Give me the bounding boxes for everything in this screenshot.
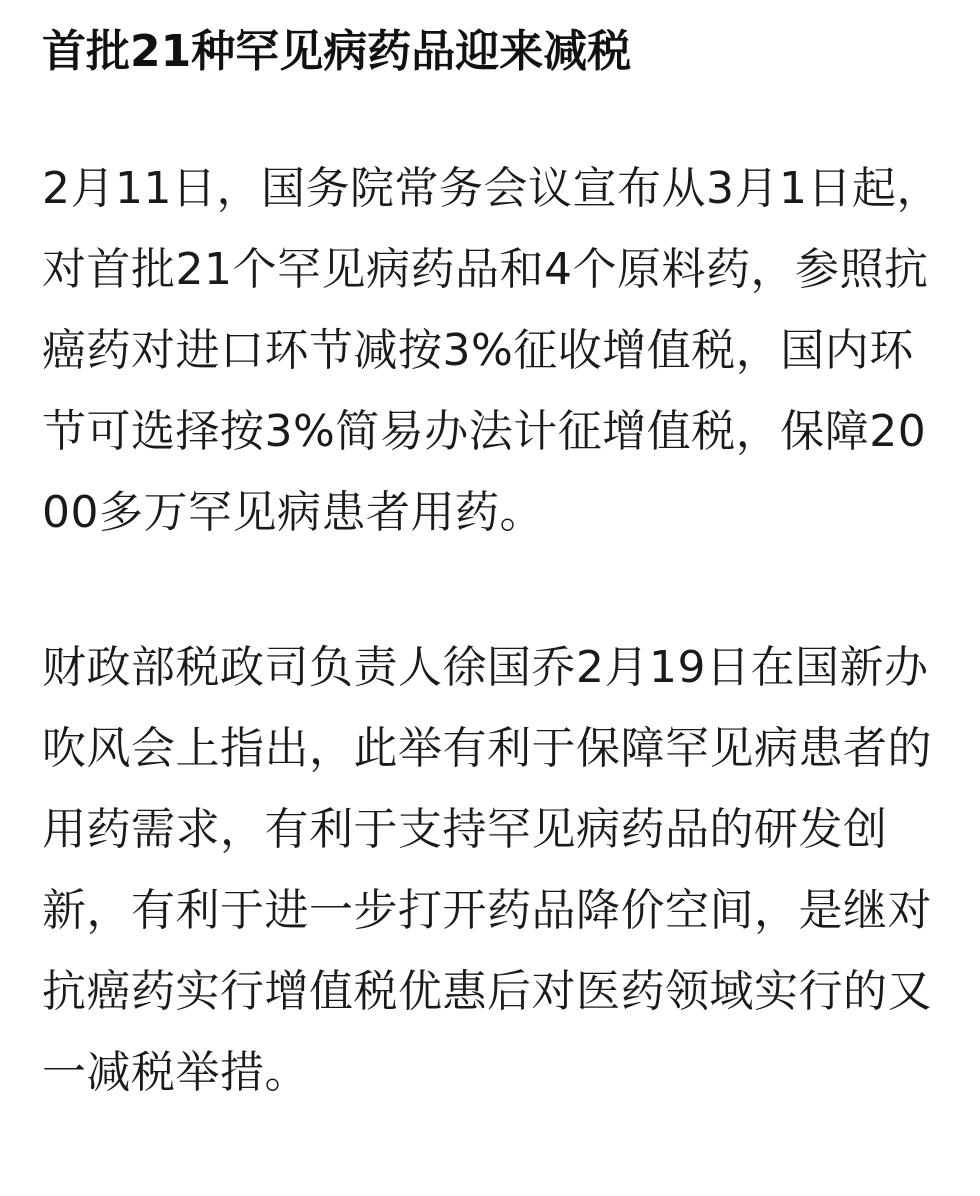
article-paragraph-2: 财政部税政司负责人徐国乔2月19日在国新办吹风会上指出，此举有利于保障罕见病患者的用药需求，有利于支持罕见病药品的研发创新，有利于进一步打开药品降价空间，是继对抗癌药实行增值税优惠后对医药领域实行的又一减税举措。 <box>42 642 932 1098</box>
article-title: 首批21种罕见病药品迎来减税 <box>42 26 632 77</box>
article-paragraph-1: 2月11日，国务院常务会议宣布从3月1日起，对首批21个罕见病药品和4个原料药，参照抗癌药对进口环节减按3%征收增值税，国内环节可选择按3%简易办法计征增值税，保障2000多万罕见病患者用药。 <box>42 163 941 538</box>
